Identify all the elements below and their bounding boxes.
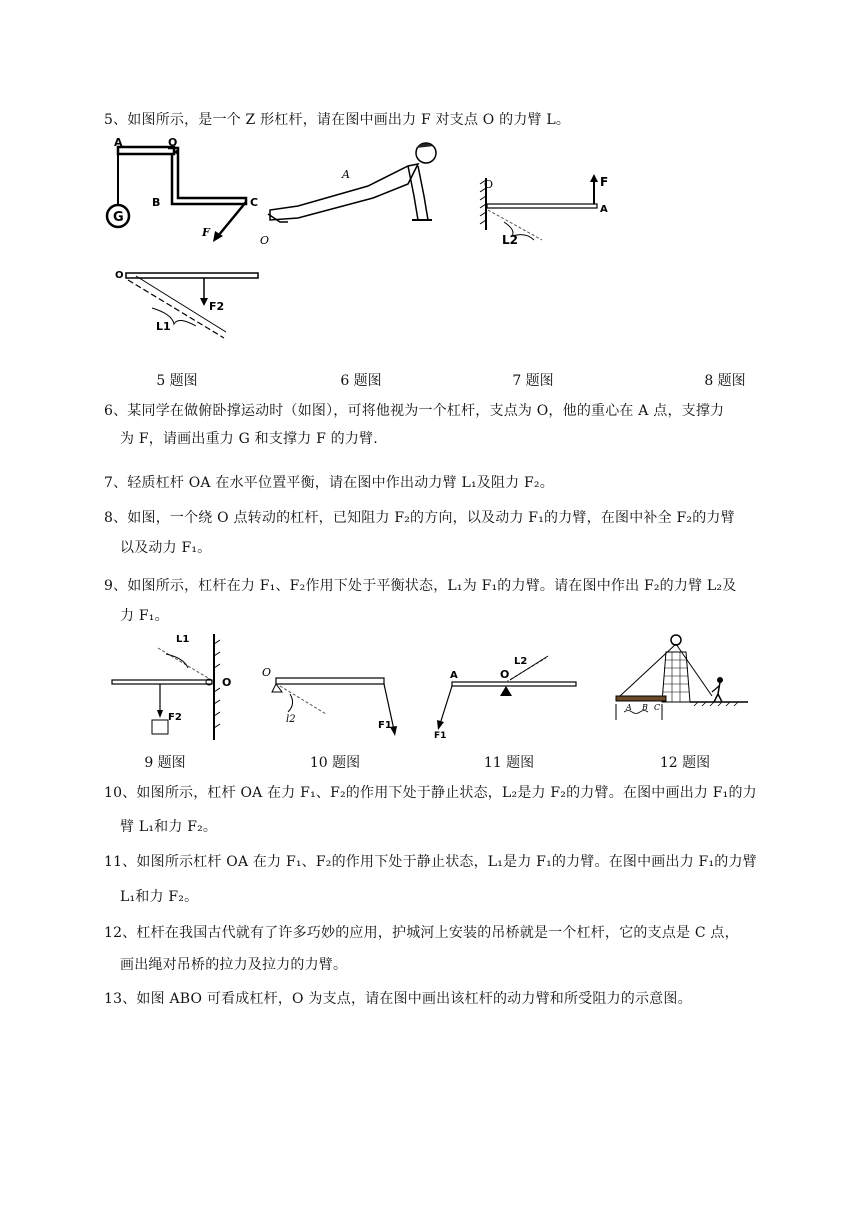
fig12-label-A: A [626, 703, 632, 712]
fig7-label-A: A [600, 204, 608, 215]
question-8-line-2: 以及动力 F₁。 [120, 540, 212, 556]
question-11-line-2: L₁和力 F₂。 [120, 889, 199, 905]
figure-9-lever [110, 628, 240, 746]
fig5-label-F: F [202, 226, 210, 239]
figure-11-lever [430, 650, 580, 740]
caption-8: 8 题图 [704, 373, 746, 389]
fig11-label-F1: F1 [434, 731, 447, 741]
caption-11: 11 题图 [483, 755, 535, 771]
figure-7-wall-lever [476, 170, 646, 250]
fig12-label-B: B [642, 703, 648, 712]
question-10-line-1: 10、如图所示，杠杆 OA 在力 F₁、F₂的作用下处于静止状态，L₂是力 F₂的力臂。在图中画出力 F₁的力 [104, 785, 757, 801]
fig7-label-L2: L2 [502, 233, 518, 247]
fig11-label-L2: L2 [514, 656, 528, 667]
fig6-label-O: O [260, 234, 270, 247]
question-6-line-1: 6、某同学在做俯卧撑运动时（如图），可将他视为一个杠杆，支点为 O，他的重心在 A 点，支撑力 [104, 403, 725, 419]
fig8-label-L1: L1 [156, 320, 171, 333]
fig7-label-F: F [600, 175, 609, 189]
caption-9: 9 题图 [144, 755, 186, 771]
fig10-label-l2: l2 [286, 714, 296, 725]
caption-6: 6 题图 [340, 373, 382, 389]
fig10-label-F1: F1 [378, 720, 392, 731]
question-9-line-2: 力 F₁。 [120, 608, 169, 624]
fig5-label-C: C [250, 196, 259, 209]
figure-6-pushup [258, 136, 448, 246]
fig9-label-F2: F2 [168, 712, 182, 723]
fig5-label-G: G [113, 210, 124, 225]
fig11-label-A: A [450, 670, 458, 681]
caption-10: 10 题图 [309, 755, 361, 771]
fig11-label-O: O [500, 668, 510, 681]
fig5-label-B: B [152, 196, 161, 209]
caption-7: 7 题图 [512, 373, 554, 389]
question-5: 5、如图所示，是一个 Z 形杠杆，请在图中画出力 F 对支点 O 的力臂 L。 [104, 112, 571, 128]
fig9-label-L1: L1 [176, 634, 190, 645]
caption-12: 12 题图 [659, 755, 711, 771]
fig5-label-O: O [168, 136, 178, 149]
figure-10-lever [260, 664, 410, 744]
fig8-label-O: O [115, 270, 124, 281]
fig12-label-C: C [654, 703, 661, 712]
fig10-label-O: O [262, 666, 272, 679]
question-6-line-2: 为 F，请画出重力 G 和支撑力 F 的力臂. [120, 431, 378, 447]
question-11-line-1: 11、如图所示杠杆 OA 在力 F₁、F₂的作用下处于静止状态，L₁是力 F₁的力臂。在图中画出力 F₁的力臂 [104, 854, 757, 870]
fig9-label-O: O [222, 676, 232, 689]
figure-5-z-lever [96, 136, 266, 246]
fig7-label-O: O [484, 178, 494, 191]
question-7: 7、轻质杠杆 OA 在水平位置平衡，请在图中作出动力臂 L₁及阻力 F₂。 [104, 475, 554, 491]
question-12-line-2: 画出绳对吊桥的拉力及拉力的力臂。 [120, 957, 348, 973]
question-10-line-2: 臂 L₁和力 F₂。 [120, 819, 218, 835]
question-8-line-1: 8、如图，一个绕 O 点转动的杠杆，已知阻力 F₂的方向，以及动力 F₁的力臂，在图中补全 F₂的力臂 [104, 510, 735, 526]
question-12-line-1: 12、杠杆在我国古代就有了许多巧妙的应用，护城河上安装的吊桥就是一个杠杆，它的支点是 C 点， [104, 925, 739, 941]
figure-8-lever [112, 266, 272, 346]
fig6-label-A: A [342, 168, 350, 181]
question-9-line-1: 9、如图所示，杠杆在力 F₁、F₂作用下处于平衡状态，L₁为 F₁的力臂。请在图中作出 F₂的力臂 L₂及 [104, 578, 737, 594]
figure-12-drawbridge [612, 632, 752, 732]
fig8-label-F2: F2 [209, 300, 225, 313]
caption-5: 5 题图 [156, 373, 198, 389]
fig5-label-A: A [114, 136, 123, 149]
question-13: 13、如图 ABO 可看成杠杆，O 为支点，请在图中画出该杠杆的动力臂和所受阻力的示意图。 [104, 991, 692, 1007]
